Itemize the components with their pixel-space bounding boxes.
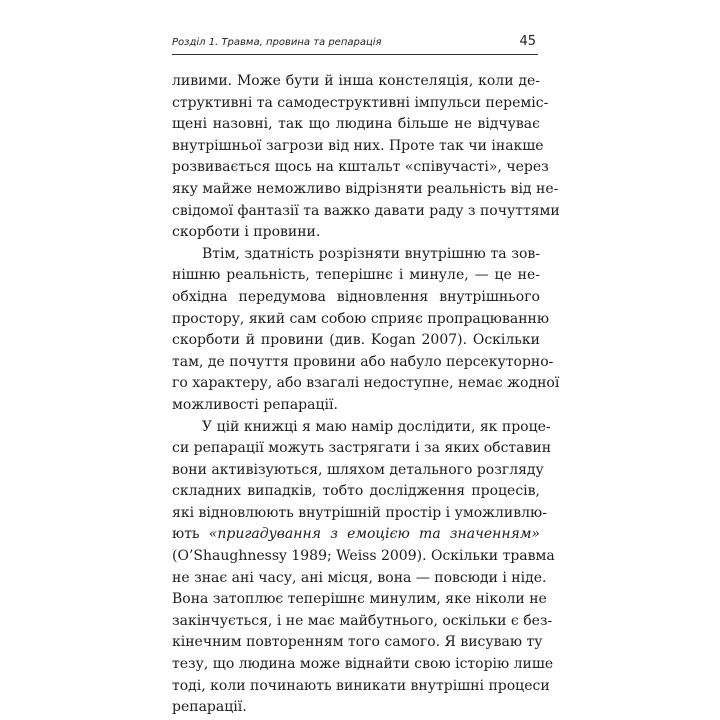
text-line: Втім, здатність розрізняти внутрішню та зов- [202, 245, 540, 262]
body-text [172, 71, 560, 719]
text-line: не знає ані часу, ані місця, вона — повсюди і ніде. [172, 569, 547, 586]
text-line: структивні та самодеструктивні імпульси переміс- [172, 94, 549, 111]
chapter-running-title: Розділ 1. Травма, провина та репарація [172, 37, 382, 48]
text-line: Вона затоплює теперішнє минулим, яке ніколи не [172, 591, 547, 608]
italic-quote: «пригадування з емоцією та значенням» [208, 526, 540, 543]
text-line: складних випадків, тобто дослідження процесів, [172, 483, 540, 500]
text-line: репарації. [172, 699, 247, 716]
text-line: простору, який сам собою сприяє пропрацюванню [172, 310, 550, 327]
text-line: обхідна передумова відновлення внутрішнього [172, 288, 540, 305]
text-line: внутрішньої загрози від них. Проте так чи інакше [172, 137, 544, 154]
running-head [172, 36, 538, 55]
text-line: скорботи і провини. [172, 224, 321, 241]
text-line: розвивається щось на кштальт «співучасті», через [172, 159, 549, 176]
text-line: тоді, коли починають виникати внутрішні процеси [172, 677, 550, 694]
page-number: 45 [519, 34, 536, 49]
text-segment: ють [172, 526, 209, 543]
text-line: У цій книжці я маю намір дослідити, як проце- [202, 418, 551, 435]
text-line: скорботи й провини (див. Kogan 2007). Оскільки [172, 332, 540, 349]
text-line: (O’Shaughnessy 1989; Weiss 2009). Оскільки травма [172, 548, 555, 565]
text-line: які відновлюють внутрішній простір і уможливлю- [172, 504, 547, 521]
text-line: вони активізуються, шляхом детального розгляду [172, 461, 544, 478]
text-line: закінчується, і не має майбутнього, оскільки є без- [172, 612, 553, 629]
text-line: тезу, що людина може віднайти свою історію лише [172, 656, 554, 673]
text-line: щені назовні, так що людина більше не відчуває [172, 116, 540, 133]
text-line: нішню реальність, теперішнє і минуле, — це не- [172, 267, 540, 284]
text-line: свідомої фантазії та важко давати раду з почуттями [172, 202, 560, 219]
text-line: го характеру, або взагалі недоступне, немає жодної [172, 375, 560, 392]
text-line [172, 524, 540, 546]
text-line: ливими. Може бути й інша констеляція, коли де- [172, 73, 540, 89]
text-line: там, де почуття провини або набуло персекуторно- [172, 353, 554, 370]
text-line: яку майже неможливо відрізняти реальність від не- [172, 180, 559, 197]
text-line: можливості репарації. [172, 396, 338, 413]
text-line: кінечним повторенням того самого. Я висуваю ту [172, 634, 543, 651]
text-line: си репарації можуть застрягати і за яких обставин [172, 440, 552, 457]
